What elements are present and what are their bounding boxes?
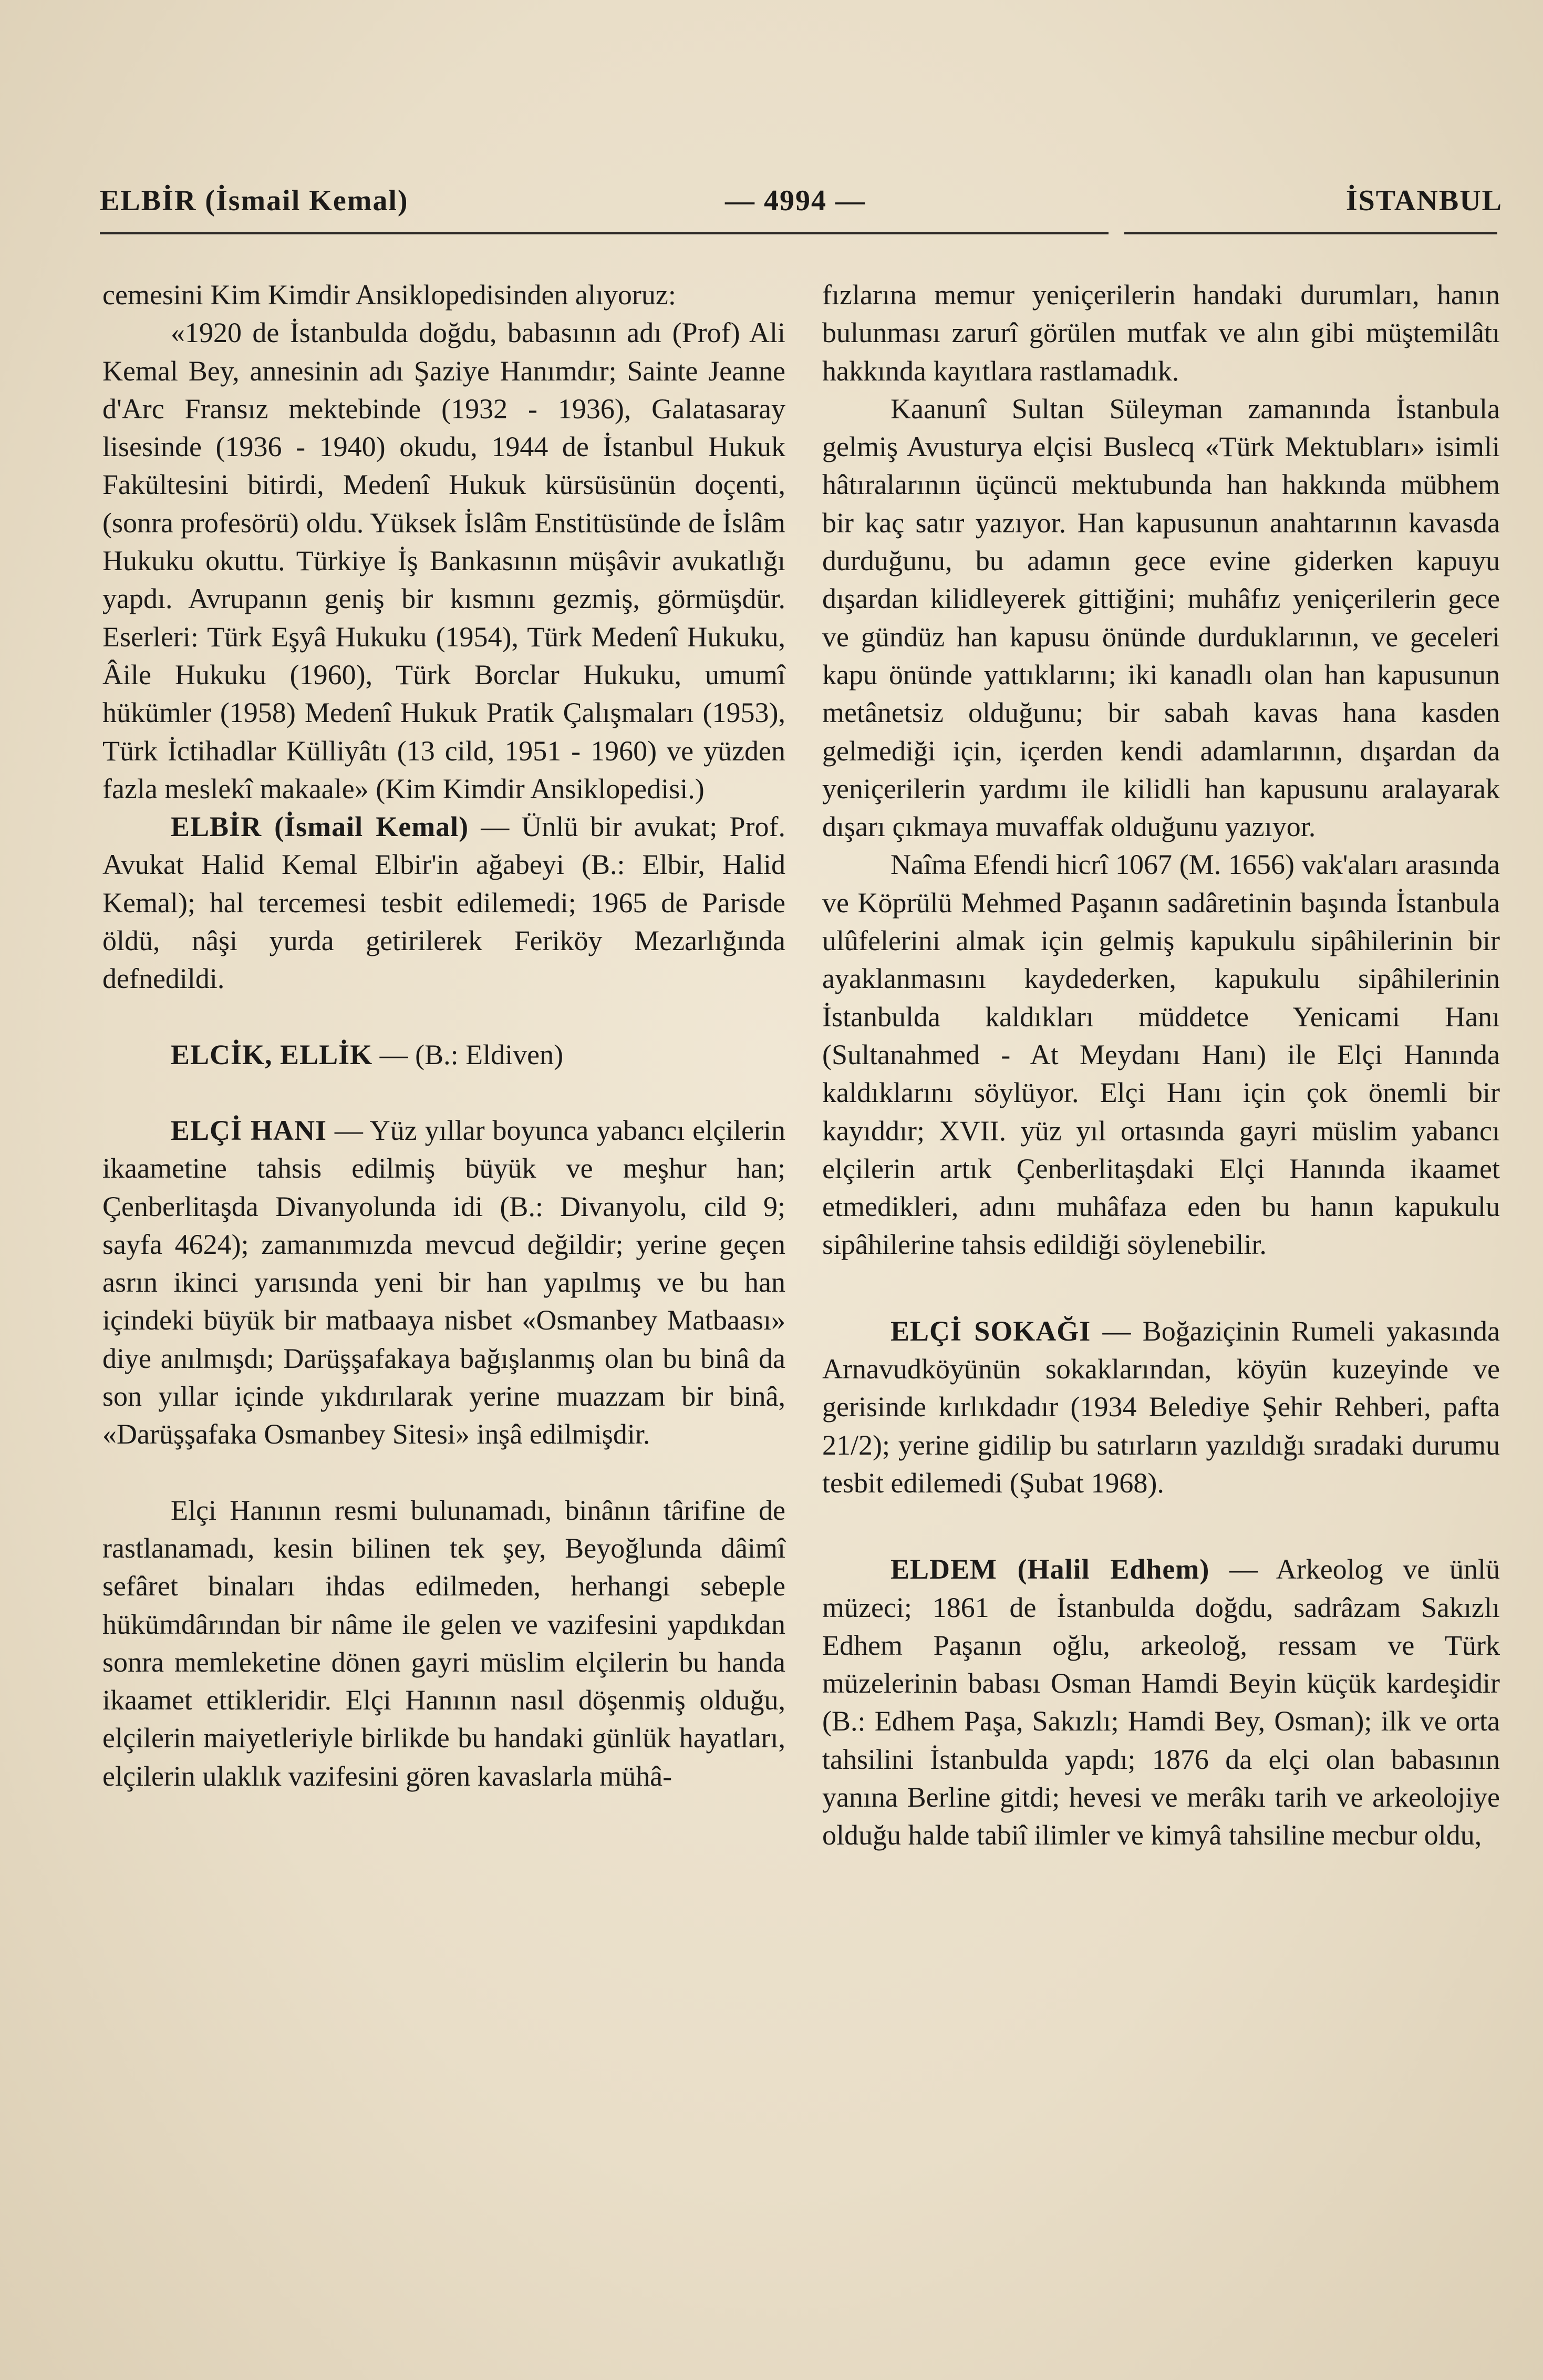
entry-headword: ELÇİ HANI	[171, 1114, 327, 1146]
spacer	[822, 1264, 1500, 1312]
entry-elci-sokagi	[822, 1312, 1500, 1502]
entry-headword: ELDEM (Halil Edhem)	[890, 1553, 1210, 1585]
entry-text: — Boğaziçinin Rumeli yakasında Arnavudköyünün sokaklarından, köyün kuzeyinde ve gerisinde kırlıkdadır (1934 Belediye Şehir Rehberi, pafta 21/2); yerine gidilip bu satırların yazıldığı sıradaki durumu tesbit edilemedi (Şubat 1968).	[822, 1315, 1500, 1499]
header-right-title: İSTANBUL	[1345, 184, 1503, 217]
paragraph: «1920 de İstanbulda doğdu, babasının adı (Prof) Ali Kemal Bey, annesinin adı Şaziye Hanımdır; Sainte Jeanne d'Arc Fransız mektebinde (1932 - 1936), Galatasaray lisesinde (1936 - 1940) okudu, 1944 de İstanbul Hukuk Fakültesini bitirdi, Medenî Hukuk kürsüsünün doçenti, (sonra profesörü) oldu. Yüksek İslâm Enstitüsünde de İslâm Hukuku okuttu. Türkiye İş Bankasının müşâvir avukatlığı yapdı. Avrupanın geniş bir kısmını gezmiş, görmüşdür. Eserleri: Türk Eşyâ Hukuku (1954), Türk Medenî Hukuku, Âile Hukuku (1960), Türk Borclar Hukuku, umumî hükümler (1958) Medenî Hukuk Pratik Çalışmaları (1953), Türk İctihadlar Külliyâtı (13 cild, 1951 - 1960) ve yüzden fazla meslekî makaale» (Kim Kimdir Ansiklopedisi.)	[102, 317, 785, 805]
spacer	[102, 998, 785, 1036]
paragraph: Elçi Hanının resmi bulunamadı, binânın târifine de rastlanamadı, kesin bilinen tek şey, Beyoğlunda dâimî sefâret binaları ihdas edilmeden, herhangi sebeple hükümdârından bir nâme ile gelen ve vazifesini yapdıkdan sonra memleketine dönen gayri müslim elçilerin bu handa ikaamet ettikleridir. Elçi Hanının nasıl döşenmiş olduğu, elçilerin maiyetleriyle birlikde bu handaki günlük hayatları, elçilerin ulaklık vazifesini gören kavaslarla mühâ-	[102, 1494, 785, 1792]
paragraph: fızlarına memur yeniçerilerin handaki durumları, hanın bulunması zarurî görülen mutfak ve alın gibi müştemilâtı hakkında kayıtlara rastlamadık.	[822, 279, 1500, 387]
header-left-name: ELBİR	[100, 184, 197, 217]
spacer	[822, 1502, 1500, 1550]
entry-text: — Yüz yıllar boyunca yabancı elçilerin ikaametine tahsis edilmiş büyük ve meşhur han; Çenberlitaşda Divanyolunda idi (B.: Divanyolu, cild 9; sayfa 4624); zamanımızda mevcud değildir; yerine geçen asrın ikinci yarısında yeni bir han yapılmış ve bu han içindeki büyük bir matbaaya nisbet «Osmanbey Matbaası» diye anılmışdı; Darüşşafakaya bağışlanmış olan bu binâ da son yıllar içinde yıkdırılarak yerine muazzam bir binâ, «Darüşşafaka Osmanbey Sitesi» inşâ edilmişdir.	[102, 1114, 785, 1450]
right-column	[822, 276, 1500, 1854]
left-column	[102, 276, 785, 1795]
entry-text: — Arkeolog ve ünlü müzeci; 1861 de İstanbulda doğdu, sadrâzam Sakızlı Edhem Paşanın oğlu, arkeoloğ, ressam ve Türk müzelerinin babası Osman Hamdi Beyin küçük kardeşidir (B.: Edhem Paşa, Sakızlı; Hamdi Bey, Osman); ilk ve orta tahsilini İstanbulda yapdı; 1876 da elçi olan babasının yanına Berline gitdi; hevesi ve merâkı tarih ve arkeolojiye olduğu halde tabiî ilimler ve kimyâ tahsiline mecbur oldu,	[822, 1553, 1500, 1851]
entry-elci-hani	[102, 1111, 785, 1454]
spacer	[102, 1074, 785, 1111]
entry-headword: ELCİK, ELLİK	[171, 1038, 373, 1070]
paragraph: Kaanunî Sultan Süleyman zamanında İstanbula gelmiş Avusturya elçisi Buslecq «Türk Mektubları» isimli hâtıralarının üçüncü mektubunda han hakkında mübhem bir kaç satır yazıyor. Han kapusunun anahtarının kavasda durduğunu, bu adamın gece evine giderken kapuyu dışardan kilidleyerek gittiğini; muhâfız yeniçerilerin gece ve gündüz han kapusu önünde durduklarının, ve geceleri kapu önünde yattıklarını; iki kanadlı olan han kapusunun metânetsiz olduğunu; bir sabah kavas hana kasden gelmediği için, içerden kendi adamlarının, dışardan da yeniçerilerin yardımı ile kilidli han kapusunu aralayarak dışarı çıkmaya muvaffak olduğunu yazıyor.	[822, 393, 1500, 843]
paragraph: Naîma Efendi hicrî 1067 (M. 1656) vak'aları arasında ve Köprülü Mehmed Paşanın sadâretinin başında İstanbula ulûfelerini almak için gelmiş kapukulu sipâhilerinin bir ayaklanmasını kaydederken, kapukulu sipâhilerinin İstanbulda kaldıkları müddetce Yenicami Hanı (Sultanahmed - At Meydanı Hanı) ile Elçi Hanında kaldıklarını söylüyor. Elçi Hanı için çok önemli bir kayıddır; XVII. yüz yıl ortasında gayri müslim yabancı elçilerin artık Çenberlitaşdaki Elçi Hanında ikaamet etmedikleri, adını muhâfaza eden bu hanın kapukulu sipâhilerine tahsis edildiği söylenebilir.	[822, 849, 1500, 1261]
entry-headword: ELBİR (İsmail Kemal)	[171, 811, 469, 843]
header-rule-right	[1124, 232, 1497, 234]
page-number: — 4994 —	[725, 184, 866, 217]
header-entry-title	[100, 184, 409, 218]
entry-headword: ELÇİ SOKAĞI	[890, 1315, 1091, 1347]
entry-text: — (B.: Eldiven)	[372, 1038, 564, 1070]
entry-elbir-ismail-kemal	[102, 808, 785, 997]
spacer	[102, 1454, 785, 1491]
header-left-paren: (İsmail Kemal)	[205, 184, 409, 217]
entry-elcik-ellik	[102, 1036, 785, 1074]
running-header	[100, 173, 1503, 221]
entry-eldem-halil-edhem	[822, 1550, 1500, 1854]
entry-text: — Ünlü bir avukat; Prof. Avukat Halid Kemal Elbir'in ağabeyi (B.: Elbir, Halid Kemal); hal tercemesi tesbit edilemedi; 1965 de Parisde öldü, nâşi yurda getirilerek Feriköy Mezarlığında defnedildi.	[102, 811, 785, 995]
header-rule-left	[100, 232, 1109, 234]
paragraph: cemesini Kim Kimdir Ansiklopedisinden alıyoruz:	[102, 279, 676, 311]
